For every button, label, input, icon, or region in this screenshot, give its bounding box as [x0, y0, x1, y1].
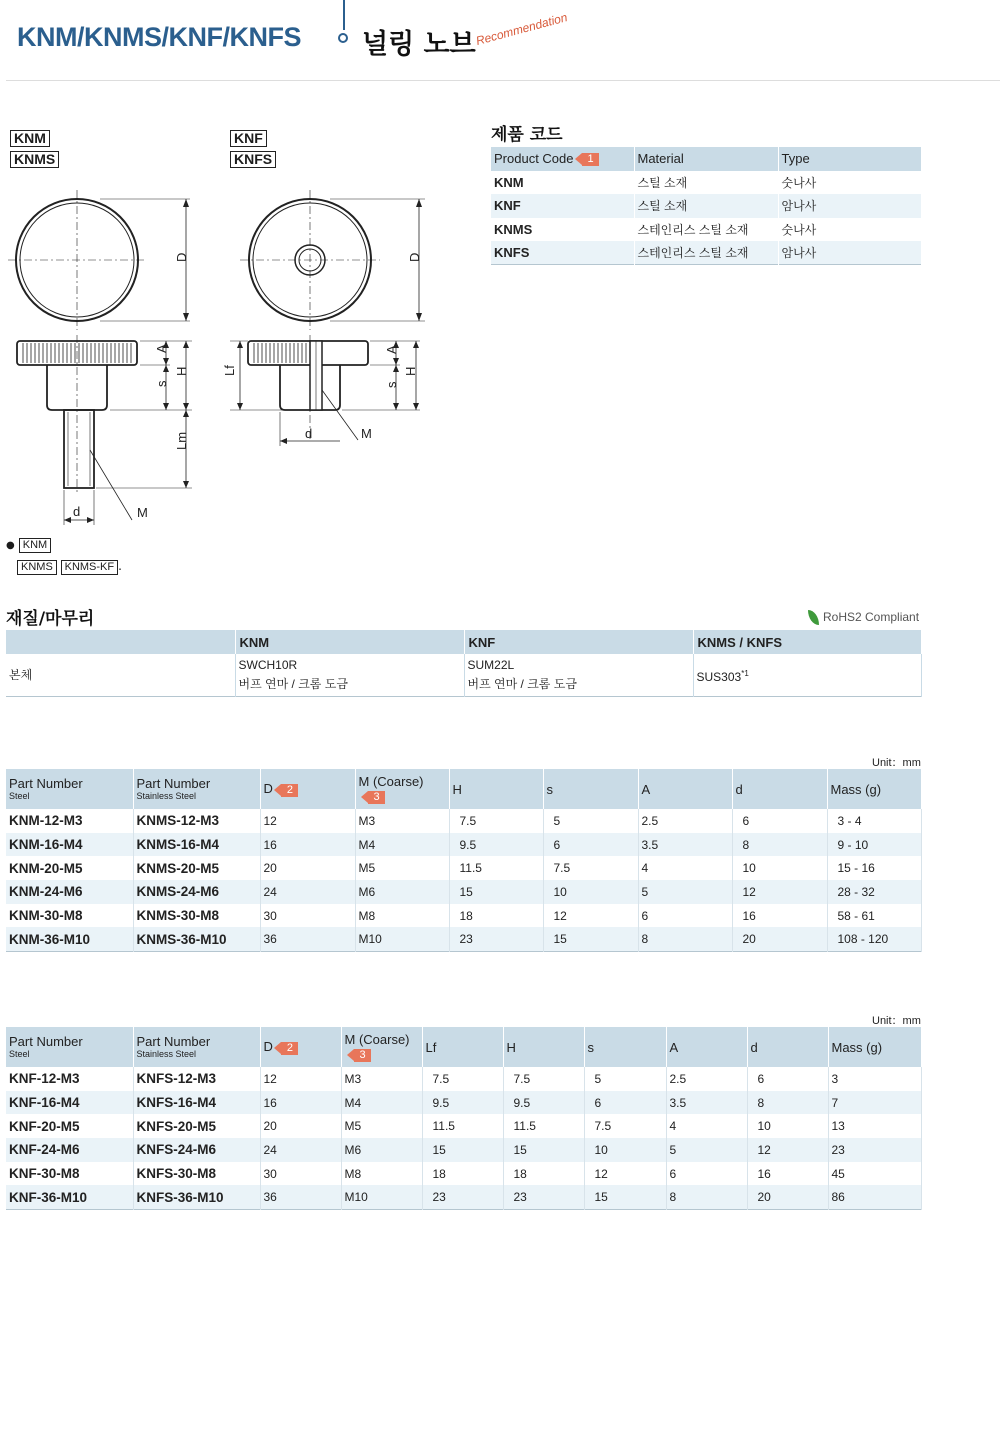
- table-cell: 6: [732, 809, 827, 833]
- table-cell: 15: [422, 1138, 503, 1162]
- table-cell: 5: [666, 1138, 747, 1162]
- table-cell: 18: [503, 1162, 584, 1186]
- table-cell: KNF-16-M4: [6, 1091, 133, 1115]
- table-cell: 3: [828, 1067, 922, 1091]
- knm-spec-table: Part Number Steel Part Number Stainless Steel D 2 M (Coarse) 3 H s A d Mass (g) KNM-12-M3 KNMS-12-M3 12 M3 7.5 5 2.5 6 3 - 4 KNM-16-M4 KNMS-16-M4 16 M4 9.5 6 3.5 8 9 - 10 KNM-20-M5 KNMS-20-M5 20 M5 11.5 7.5 4 10 15 - 16 KNM-24-M6 KNMS-24-M6 24 M6 15 10 5 12 28 - 32 KNM-30-M8 KNMS-30-M8 30 M8 18 12 6 16 58 - 61 KNM-36-M10 KNMS-36-M10 36 M10 23 15 8 20 108 - 120: [6, 769, 922, 952]
- dim-label-d-small-left: d: [73, 504, 81, 519]
- table-row: [6, 1138, 922, 1162]
- table-cell: 12: [260, 809, 355, 833]
- dim-label-s-right: s: [384, 381, 399, 388]
- dim-label-h-left: H: [174, 366, 189, 376]
- dim-label-d-right: D: [407, 252, 422, 262]
- table-cell: 13: [828, 1114, 922, 1138]
- table-cell: 15: [543, 927, 638, 951]
- table-cell: 28 - 32: [827, 880, 922, 904]
- material-table: [6, 630, 922, 697]
- table-cell: 16: [260, 1091, 341, 1115]
- table-cell: M10: [355, 927, 449, 951]
- table-cell: KNF-12-M3: [6, 1067, 133, 1091]
- note-tag-knm: KNM: [19, 538, 51, 553]
- table-cell: 8: [732, 833, 827, 857]
- table-cell: KNFS-36-M10: [133, 1185, 260, 1209]
- drawing-note: [6, 533, 122, 575]
- table-cell: KNF-24-M6: [6, 1138, 133, 1162]
- note-tag-knms-kf: KNMS-KF: [61, 560, 119, 575]
- table-cell: KNMS-36-M10: [133, 927, 260, 951]
- table-cell: KNMS-16-M4: [133, 833, 260, 857]
- table-cell: 9 - 10: [827, 833, 922, 857]
- table-cell: 5: [543, 809, 638, 833]
- table-row: [6, 927, 922, 951]
- table-cell: 23: [422, 1185, 503, 1209]
- table-cell: 58 - 61: [827, 904, 922, 928]
- table-cell: M6: [355, 880, 449, 904]
- table-cell: 86: [828, 1185, 922, 1209]
- table-cell: M3: [341, 1067, 422, 1091]
- table-cell: 15: [503, 1138, 584, 1162]
- dim-label-d-left: D: [174, 252, 189, 262]
- table-row: [6, 856, 922, 880]
- tag-knms: KNMS: [10, 151, 59, 168]
- table-cell: 15: [584, 1185, 666, 1209]
- table-cell: 20: [732, 927, 827, 951]
- rohs-badge: RoHS2 Compliant: [808, 610, 919, 625]
- table-cell: 12: [260, 1067, 341, 1091]
- table-row: [6, 1091, 922, 1115]
- table-cell: 18: [449, 904, 543, 928]
- table-row: [6, 1114, 922, 1138]
- table-cell: 9.5: [449, 833, 543, 857]
- table-row: [6, 1162, 922, 1186]
- header-rule: [6, 80, 1000, 81]
- table-cell: 15 - 16: [827, 856, 922, 880]
- table-cell: 5: [638, 880, 732, 904]
- table-cell: M4: [341, 1091, 422, 1115]
- table-cell: KNM-20-M5: [6, 856, 133, 880]
- table-cell: 11.5: [449, 856, 543, 880]
- table-cell: 7: [828, 1091, 922, 1115]
- table-row: [6, 1185, 922, 1209]
- table-row: [6, 1067, 922, 1091]
- table-cell: 16: [747, 1162, 828, 1186]
- title-dot-icon: [338, 33, 348, 43]
- table-cell: 108 - 120: [827, 927, 922, 951]
- table-cell: KNFS-16-M4: [133, 1091, 260, 1115]
- table-cell: 6: [584, 1091, 666, 1115]
- dim-label-h-right: H: [403, 366, 418, 376]
- table-cell: KNM-30-M8: [6, 904, 133, 928]
- dim-label-lm: Lm: [174, 431, 189, 450]
- table-cell: 3 - 4: [827, 809, 922, 833]
- mat-row-label: 본체: [6, 654, 235, 697]
- table-cell: 6: [638, 904, 732, 928]
- table-cell: 16: [260, 833, 355, 857]
- material-title: 재질/마무리: [6, 609, 95, 629]
- page-subtitle: 널링 노브: [362, 29, 476, 60]
- knf-spec-table: Part Number Steel Part Number Stainless Steel D 2 M (Coarse) 3 Lf H s A d Mass (g) KNF-12-M3 KNFS-12-M3 12 M3 7.5 7.5 5 2.5 6 3 KNF-16-M4 KNFS-16-M4 16 M4 9.5 9.5 6 3.5 8 7 KNF-20-M5 KNFS-20-M5 20 M5 11.5 11.5 7.5 4 10 13 KNF-24-M6 KNFS-24-M6 24 M6 15 15 10 5 12 23 KNF-30-M8 KNFS-30-M8 30 M8 18 18 12 6 16 45 KNF-36-M10 KNFS-36-M10 36 M10 23 23 15 8 20 86: [6, 1027, 922, 1210]
- table-cell: KNMS-20-M5: [133, 856, 260, 880]
- mat-header-knms: KNMS / KNFS: [693, 630, 922, 654]
- table-cell: 20: [260, 1114, 341, 1138]
- table-cell: 10: [732, 856, 827, 880]
- table-cell: 6: [666, 1162, 747, 1186]
- table-cell: 2.5: [666, 1067, 747, 1091]
- tag-knf: KNF: [230, 130, 267, 147]
- badge-3: 3: [368, 791, 385, 804]
- table-cell: 4: [666, 1114, 747, 1138]
- leaf-icon: [808, 610, 819, 625]
- table-cell: 9.5: [503, 1091, 584, 1115]
- knm-top-view: [8, 190, 190, 330]
- table-cell: KNM-12-M3: [6, 809, 133, 833]
- table-cell: 16: [732, 904, 827, 928]
- table-cell: 6: [543, 833, 638, 857]
- table-cell: 10: [584, 1138, 666, 1162]
- table-row: KNFS 스테인리스 스틸 소재 암나사: [491, 241, 922, 265]
- table-cell: 4: [638, 856, 732, 880]
- table-cell: KNMS-24-M6: [133, 880, 260, 904]
- table-cell: 3.5: [666, 1091, 747, 1115]
- product-code-table: [491, 147, 922, 265]
- table-row: [6, 880, 922, 904]
- dim-label-d-small-right: d: [305, 426, 313, 441]
- table-cell: 7.5: [543, 856, 638, 880]
- table-cell: 12: [543, 904, 638, 928]
- table-cell: M3: [355, 809, 449, 833]
- table-cell: 24: [260, 880, 355, 904]
- mat-header-knf: KNF: [464, 630, 693, 654]
- table-cell: 20: [747, 1185, 828, 1209]
- page-title: KNM/KNMS/KNF/KNFS: [17, 22, 301, 52]
- table-cell: 3.5: [638, 833, 732, 857]
- table-cell: KNF-36-M10: [6, 1185, 133, 1209]
- table-cell: 30: [260, 904, 355, 928]
- table-cell: 10: [747, 1114, 828, 1138]
- unit-label-2: Unit：mm: [872, 1015, 921, 1027]
- table-cell: 2.5: [638, 809, 732, 833]
- table-cell: 10: [543, 880, 638, 904]
- table-cell: 15: [449, 880, 543, 904]
- drawing-left-tags: [10, 128, 59, 168]
- table-cell: 6: [747, 1067, 828, 1091]
- table-cell: KNFS-12-M3: [133, 1067, 260, 1091]
- table-row: [6, 833, 922, 857]
- table-row: 본체 SWCH10R 버프 연마 / 크롬 도금 SUM22L 버프 연마 / 크롬 도금 SUS303$^{*1}$: [6, 654, 922, 697]
- table-cell: 12: [584, 1162, 666, 1186]
- technical-drawing: [0, 170, 450, 530]
- table-row: KNF 스틸 소재 암나사: [491, 194, 922, 218]
- table-cell: M5: [355, 856, 449, 880]
- recommendation-tag: Recommendation: [474, 10, 569, 48]
- table-cell: KNF-30-M8: [6, 1162, 133, 1186]
- bullet-icon: ●: [6, 540, 15, 551]
- tag-knm: KNM: [10, 130, 50, 147]
- pc-header-type: Type: [778, 147, 922, 171]
- table-cell: M8: [341, 1162, 422, 1186]
- table-cell: 36: [260, 927, 355, 951]
- dim-label-s-left: s: [154, 380, 169, 387]
- table-cell: 9.5: [422, 1091, 503, 1115]
- table-cell: M4: [355, 833, 449, 857]
- table-cell: 8: [638, 927, 732, 951]
- table-row: KNM 스틸 소재 숫나사: [491, 171, 922, 195]
- badge-1: 1: [582, 153, 599, 166]
- table-cell: 7.5: [503, 1067, 584, 1091]
- table-cell: 20: [260, 856, 355, 880]
- table-cell: 36: [260, 1185, 341, 1209]
- table-cell: KNMS-12-M3: [133, 809, 260, 833]
- note-tag-knms: KNMS: [17, 560, 57, 575]
- dim-label-m-left: M: [137, 505, 148, 520]
- table-cell: 8: [666, 1185, 747, 1209]
- table-cell: KNF-20-M5: [6, 1114, 133, 1138]
- table-cell: M10: [341, 1185, 422, 1209]
- product-code-title: 제품 코드: [491, 125, 563, 145]
- dim-label-lf: Lf: [222, 365, 237, 376]
- table-cell: 23: [503, 1185, 584, 1209]
- dim-label-a-right: A: [384, 345, 399, 354]
- knm-side-view: [17, 335, 192, 525]
- unit-label-1: Unit：mm: [872, 757, 921, 769]
- table-cell: KNM-36-M10: [6, 927, 133, 951]
- table-cell: M6: [341, 1138, 422, 1162]
- table-cell: 12: [747, 1138, 828, 1162]
- table-cell: 7.5: [584, 1114, 666, 1138]
- table-cell: 8: [747, 1091, 828, 1115]
- table-cell: M8: [355, 904, 449, 928]
- table-cell: KNMS-30-M8: [133, 904, 260, 928]
- table-cell: 30: [260, 1162, 341, 1186]
- table-cell: 23: [828, 1138, 922, 1162]
- table-cell: 11.5: [422, 1114, 503, 1138]
- table-cell: 18: [422, 1162, 503, 1186]
- table-cell: KNM-16-M4: [6, 833, 133, 857]
- table-cell: M5: [341, 1114, 422, 1138]
- table-cell: 12: [732, 880, 827, 904]
- drawing-right-tags: [230, 128, 276, 168]
- table-cell: 11.5: [503, 1114, 584, 1138]
- table-cell: 7.5: [422, 1067, 503, 1091]
- table-row: KNMS 스테인리스 스틸 소재 숫나사: [491, 218, 922, 242]
- table-row: [6, 809, 922, 833]
- table-cell: 24: [260, 1138, 341, 1162]
- dim-label-a-left: A: [154, 344, 169, 353]
- table-cell: KNFS-30-M8: [133, 1162, 260, 1186]
- table-cell: KNFS-24-M6: [133, 1138, 260, 1162]
- mat-header-knm: KNM: [235, 630, 464, 654]
- pc-header-material: Material: [634, 147, 778, 171]
- table-cell: KNM-24-M6: [6, 880, 133, 904]
- knf-top-view: [240, 190, 425, 330]
- table-cell: 5: [584, 1067, 666, 1091]
- badge-3: 3: [354, 1049, 371, 1062]
- table-cell: 7.5: [449, 809, 543, 833]
- badge-2: 2: [281, 1042, 298, 1055]
- badge-2: 2: [281, 784, 298, 797]
- dim-label-m-right: M: [361, 426, 372, 441]
- title-divider: [343, 0, 345, 30]
- pc-header-code: Product Code 1: [491, 147, 634, 171]
- table-cell: KNFS-20-M5: [133, 1114, 260, 1138]
- table-cell: 45: [828, 1162, 922, 1186]
- tag-knfs: KNFS: [230, 151, 276, 168]
- table-row: [6, 904, 922, 928]
- table-cell: 23: [449, 927, 543, 951]
- note-suffix: .: [118, 559, 122, 573]
